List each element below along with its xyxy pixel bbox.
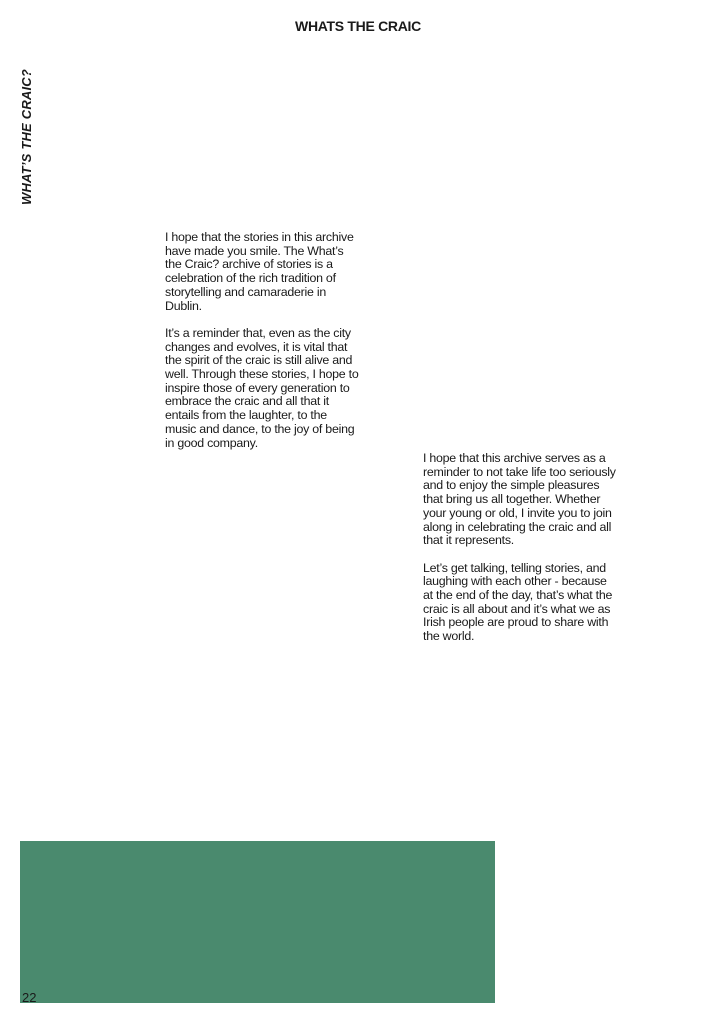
page-header-title: WHATS THE CRAIC [295,18,421,34]
left-text-column [165,231,361,464]
right-paragraph-2: Let’s get talking, telling stories, and laughing with each other - because at the end of the day, that’s what the craic is all about and it’s what we as Irish people are proud to share with the world. [423,560,613,644]
left-paragraph-2: It’s a reminder that, even as the city changes and evolves, it is vital that the spirit of the craic is still alive and well. Through these stories, I hope to inspire those of every generation to embrace the craic and all that it entails from the laughter, to the music and dance, to the joy of being in good company. [165,325,359,450]
page-number: 22 [22,990,37,1005]
right-paragraph-1: I hope that this archive serves as a reminder to not take life too seriously and to enjoy the simple pleasures that bring us all together. Whether your young or old, I invite you to join along in celebrating the craic and all that it represents. [423,451,616,548]
right-text-column [423,452,619,658]
vertical-section-title: WHAT’S THE CRAIC? [19,68,34,205]
left-paragraph-1: I hope that the stories in this archive have made you smile. The What’s the Craic? archive of stories is a celebration of the rich tradition of storytelling and camaraderie in Dublin. [165,230,354,313]
green-decorative-block [20,841,495,1003]
